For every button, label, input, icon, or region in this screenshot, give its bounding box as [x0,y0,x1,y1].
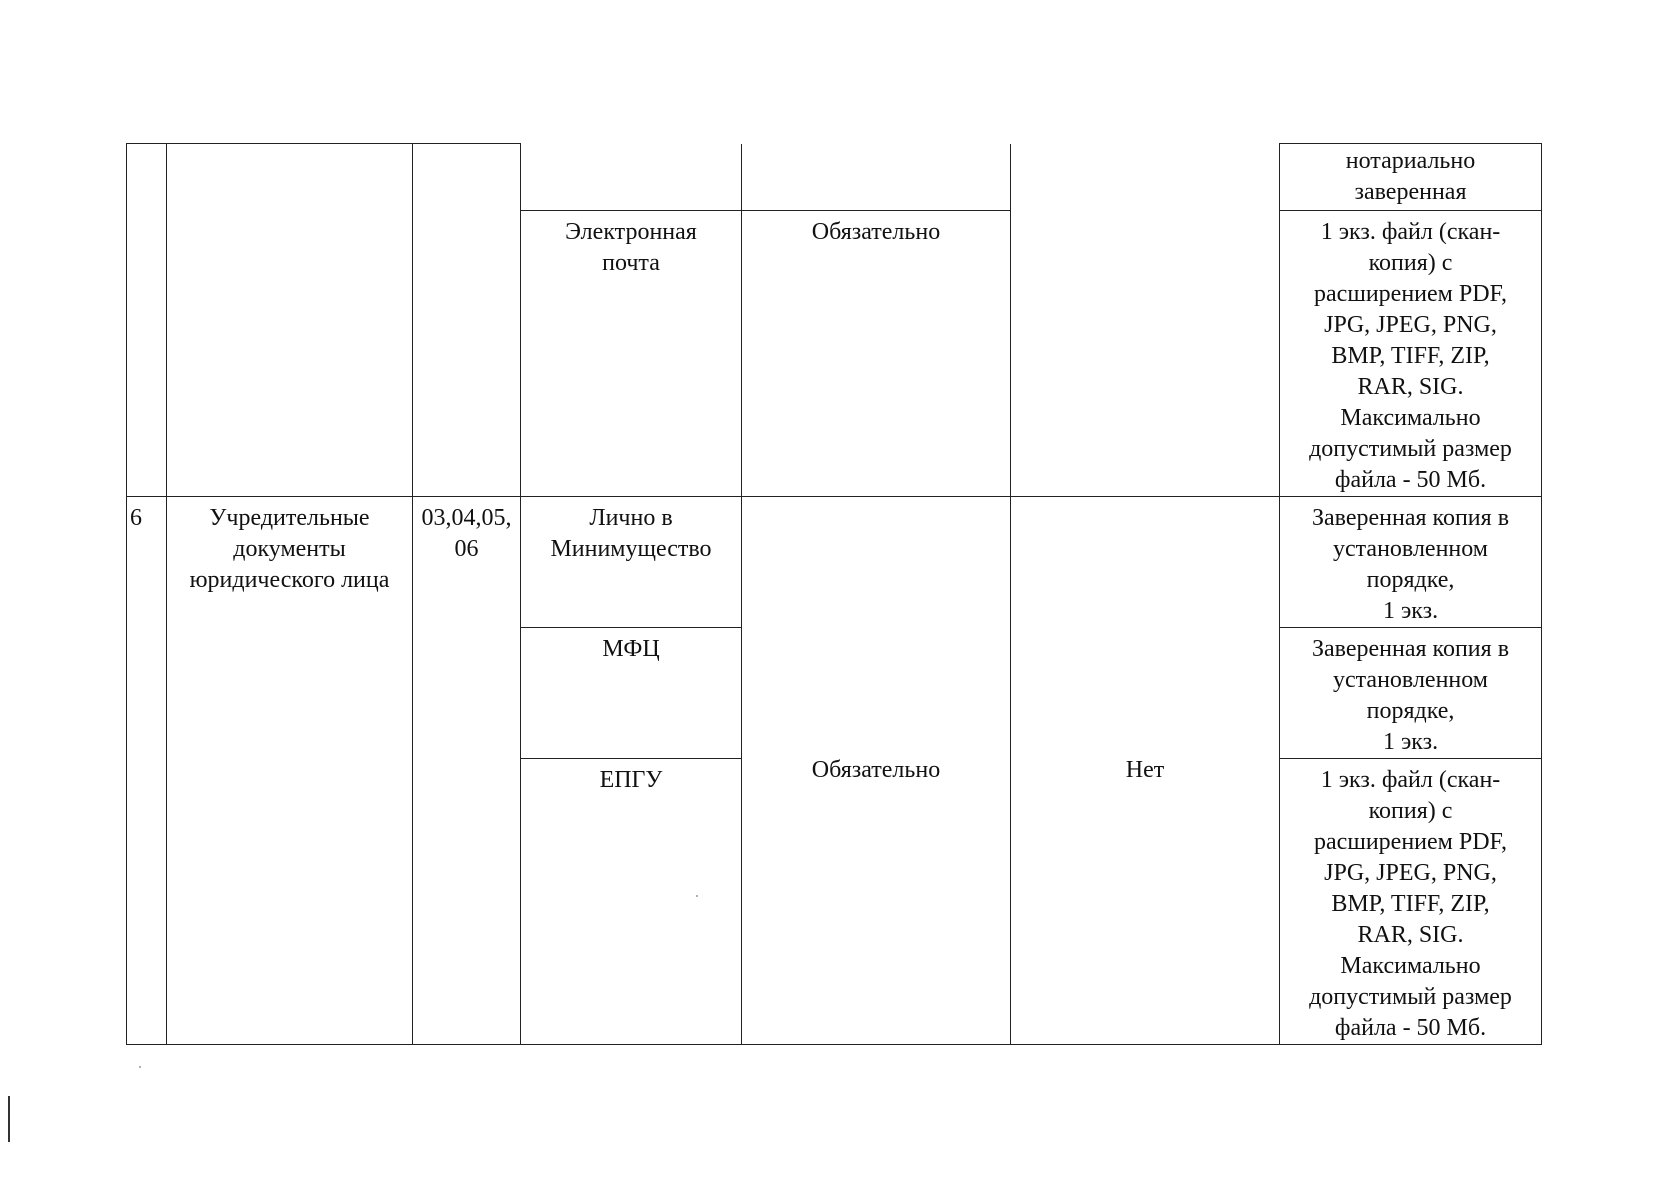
cell-codes-empty [413,144,521,497]
cell-name-empty [167,144,413,497]
scan-speck [139,1066,141,1068]
cell-method: ЕПГУ [521,759,742,1045]
cell-method: Электронная почта [521,211,742,497]
cell-number: 6 [127,497,167,1045]
cell-other: Нет [1011,497,1280,1045]
cell-codes: 03,04,05, 06 [413,497,521,1045]
cell-required: Обязательно [742,211,1011,497]
cell-requirement: Заверенная копия в установленном порядке, 1 экз. [1280,497,1542,628]
cell-required: Обязательно [742,497,1011,1045]
scan-speck [696,895,698,897]
table-row [127,497,1542,628]
cell-requirement: 1 экз. файл (скан- копия) с расширением PDF, JPG, JPEG, PNG, BMP, TIFF, ZIP, RAR, SIG. Максимально допустимый размер файла - 50 Мб. [1280,211,1542,497]
cell-method-empty [521,144,742,211]
cell-requirement: Заверенная копия в установленном порядке, 1 экз. [1280,628,1542,759]
table-row [127,144,1542,211]
cell-requirement: 1 экз. файл (скан- копия) с расширением PDF, JPG, JPEG, PNG, BMP, TIFF, ZIP, RAR, SIG. Максимально допустимый размер файла - 50 Мб. [1280,759,1542,1045]
cell-method: Лично в Минимущество [521,497,742,628]
scan-margin-mark [8,1096,10,1142]
cell-other-empty [1011,144,1280,497]
document-table [126,143,1542,1045]
cell-document-name: Учредительные документы юридического лица [167,497,413,1045]
cell-required-empty [742,144,1011,211]
cell-number-empty [127,144,167,497]
cell-method: МФЦ [521,628,742,759]
cell-requirement: нотариально заверенная [1280,144,1542,211]
